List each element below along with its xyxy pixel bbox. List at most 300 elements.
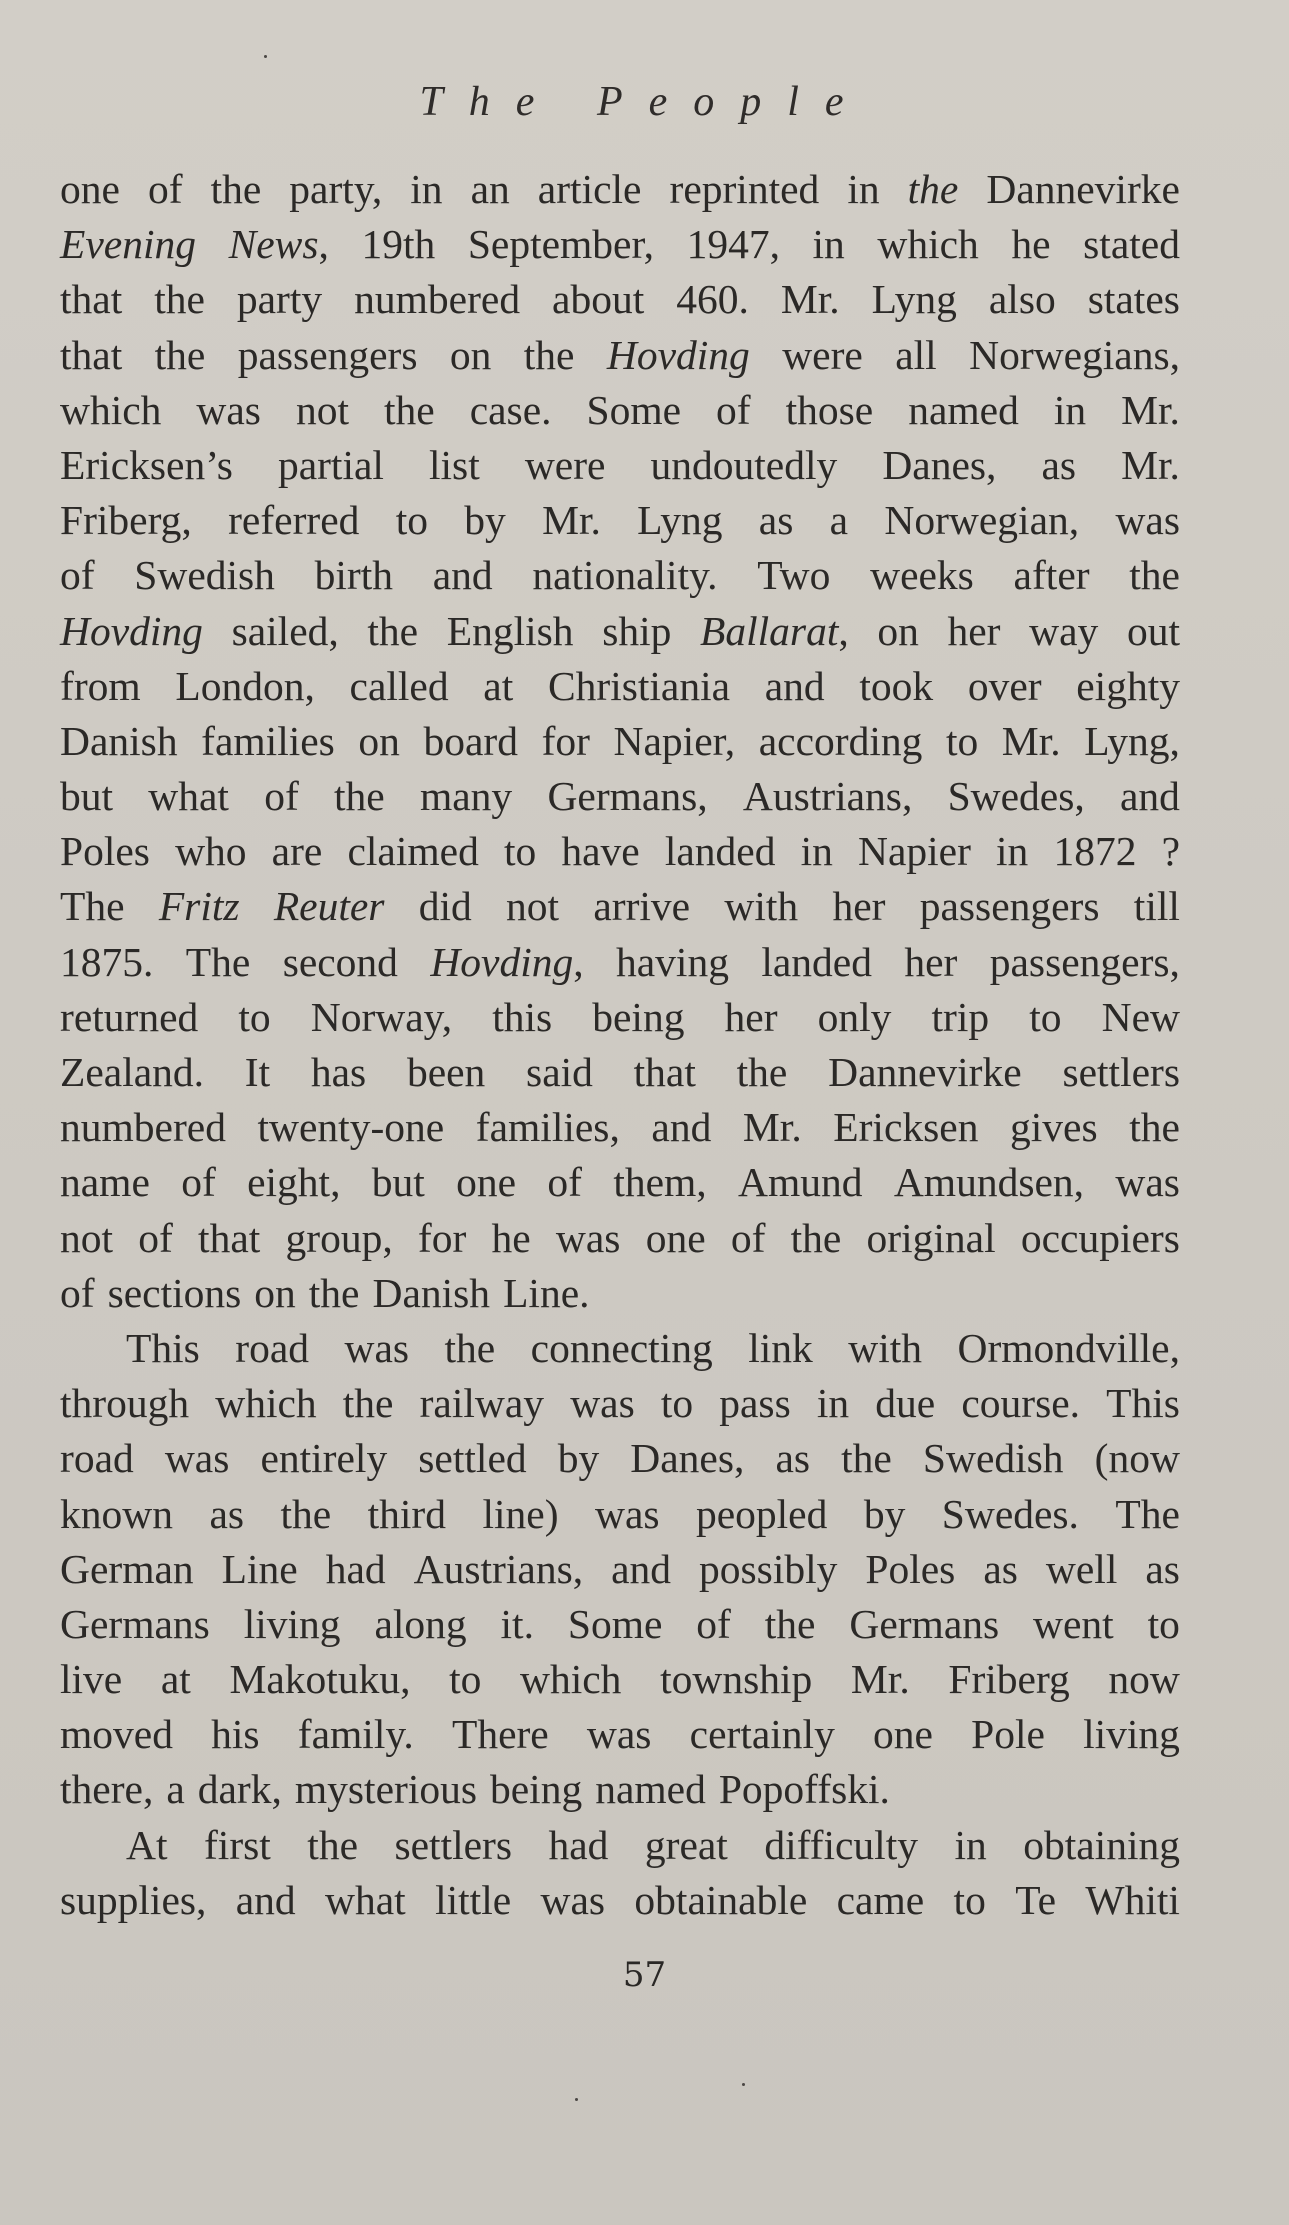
text-line [60,659,1180,714]
word: Napier, [613,717,736,764]
text-line [60,935,1180,990]
word: the [342,1380,394,1427]
word: Makotuku, [229,1656,411,1703]
word: sailed, [231,607,339,654]
word: Mr. [542,497,601,544]
word: he [491,1214,531,1261]
punctuation: , [838,607,849,654]
word: by [557,1435,600,1482]
word: undoutedly [650,441,838,488]
word: Fritz [158,883,240,930]
word: being [592,993,685,1040]
word: having [616,938,729,985]
word: entirely [260,1435,388,1482]
word: named [908,386,1019,433]
word: of [60,1269,95,1316]
word: This [126,1324,200,1371]
word: Poles [60,828,150,875]
word: as [775,1435,811,1482]
word: the [210,166,262,212]
word: railway [419,1380,545,1427]
word: dark, [197,1766,282,1813]
word: line) [482,1490,559,1537]
paper-speck [264,55,267,58]
word: September, [467,221,654,268]
word: on [254,1269,296,1316]
word: eighty [1076,662,1180,709]
word: to [945,717,979,764]
word: Hovding [606,331,750,378]
word: the [280,1490,332,1537]
word: in [812,221,845,268]
text-line [60,1542,1180,1597]
paper-speck [575,2098,578,2101]
word: of [730,1214,766,1261]
word: till [1133,883,1180,930]
word: has [310,1049,367,1095]
word: of [138,1214,173,1261]
text-line [60,1321,1180,1376]
word: trip [931,993,990,1040]
word: Mr. [1001,717,1061,764]
word: her [904,938,958,985]
word: to [238,993,271,1040]
word: live [60,1656,123,1703]
word: at [483,662,514,709]
word: according [758,717,923,764]
word: partial [277,441,384,488]
word: 1875. [60,938,154,985]
word: and [764,662,825,709]
word: out [1126,607,1180,654]
word: stated [1083,221,1180,268]
word: supplies, [60,1876,207,1923]
word: the [307,1821,358,1868]
word: was [164,1435,230,1482]
word: to [1147,1600,1180,1647]
text-line [60,383,1180,438]
word: Friberg [948,1656,1070,1703]
word: the [444,1324,496,1371]
word: of [181,1159,216,1206]
word: was [586,1711,652,1758]
word: Ballarat, [700,604,849,659]
word: which [60,386,162,433]
word: This [1106,1380,1180,1427]
text-line [60,1100,1180,1155]
word: pass [719,1380,791,1427]
word: as [1145,1545,1180,1592]
text-line [60,1155,1180,1210]
word: Germans [849,1600,1000,1647]
text-line [60,1818,1180,1873]
word: township [660,1656,813,1703]
word: in [954,1821,987,1868]
word: Dannevirke [986,166,1180,212]
word: Line. [503,1269,590,1316]
word: families, [475,1104,620,1151]
word: referred [228,497,360,544]
text-line [60,1376,1180,1431]
word: as [1041,441,1077,488]
word: sections [107,1269,242,1316]
word: been [406,1049,486,1095]
word: The [60,883,125,930]
word: a [829,497,849,544]
word: along [374,1600,467,1647]
word: as [209,1490,245,1537]
word: with [724,883,799,930]
word: only [817,993,892,1040]
word: reprinted [669,166,820,212]
word: by [464,497,506,544]
word: in [800,828,833,875]
word: passengers, [989,938,1180,985]
word: and [611,1545,672,1592]
page-number: 57 [622,1955,667,1995]
word: Mr. [1121,441,1180,488]
word: Swedes. [941,1490,1079,1537]
word: link [748,1324,813,1371]
word: came [836,1876,925,1923]
word: being [490,1766,583,1813]
text-line [60,1597,1180,1652]
word: families [201,717,335,764]
word: It [244,1049,271,1095]
word: and [651,1104,712,1151]
word: who [175,828,247,875]
word: to [1029,993,1062,1040]
word: eight, [247,1159,341,1206]
word: Mr. [742,1104,802,1151]
word: moved [60,1711,173,1758]
word: the [764,1600,816,1647]
word: her [832,883,886,930]
word: the [790,1214,842,1261]
word: News, [229,217,329,272]
word: twenty-one [257,1104,445,1151]
word: to [503,828,537,875]
word: At [126,1821,168,1868]
word: of [147,166,183,212]
text-line [60,1873,1180,1928]
word: was [1115,1159,1180,1206]
word: landed [761,938,872,985]
word: not [506,883,560,930]
word: of [696,1600,731,1647]
word: Austrians, [742,773,913,820]
word: not [295,386,349,433]
word: one [873,1711,933,1758]
text-line [60,548,1180,603]
text-line [60,328,1180,383]
text-line [60,769,1180,824]
word: Reuter [273,883,385,930]
word: for [541,717,590,764]
word: returned [60,993,199,1040]
punctuation: , [573,938,584,985]
text-line [60,824,1180,879]
word: New [1101,993,1180,1040]
word: Christiania [547,662,731,709]
word: list [429,441,480,488]
word: Mr. [1121,386,1180,433]
body-text [60,162,1180,1928]
word: were [524,441,606,488]
text-line [60,493,1180,548]
text-line [60,272,1180,327]
word: an [470,166,510,212]
word: Danish [372,1269,491,1316]
word: Mr. [780,276,840,323]
word: in [847,166,880,212]
punctuation: , [318,221,329,268]
word: what [325,1876,406,1923]
word: Friberg, [60,497,192,544]
word: those [785,386,874,433]
text-line [60,990,1180,1045]
word: a [166,1766,185,1813]
word: Amund [738,1159,863,1206]
word: the [154,331,206,378]
word: one [456,1159,517,1206]
word: that [633,1049,696,1095]
word: weeks [870,552,974,599]
word: which [520,1656,622,1703]
word: London, [175,662,315,709]
word: road [60,1435,134,1482]
word: Danes, [630,1435,745,1482]
word: the [384,386,435,433]
word: Amundsen, [893,1159,1085,1206]
word: from [60,662,141,709]
word: this [492,993,553,1040]
word: article [537,166,642,212]
word: Poles [865,1545,956,1592]
word: called [349,662,449,709]
word: German [60,1545,194,1592]
text-line [60,1045,1180,1100]
word: Napier [857,828,971,875]
word: her [724,993,778,1040]
word: course. [961,1380,1081,1427]
word: third [367,1490,447,1537]
word: after [1013,552,1090,599]
word: on [877,607,919,654]
word: living [1083,1711,1180,1758]
word: now [1108,1656,1180,1703]
word: took [859,662,934,709]
text-line [60,438,1180,493]
word: Zealand. [60,1049,205,1095]
word: party, [289,166,383,212]
word: original [866,1214,996,1261]
word: known [60,1490,173,1537]
text-line [60,1487,1180,1542]
word: Mr. [850,1656,910,1703]
word: ship [602,607,672,654]
word: which [215,1380,317,1427]
word: difficulty [764,1821,918,1868]
text-line [60,604,1180,659]
word: of [60,552,95,599]
text-line [60,1762,1180,1817]
word: arrive [593,883,691,930]
word: well [1045,1545,1118,1592]
word: named [595,1766,706,1813]
word: group, [285,1214,393,1261]
word: Some [586,386,682,433]
word: 460. [676,276,749,323]
word: have [561,828,640,875]
word: occupiers [1020,1214,1180,1261]
word: the [907,166,959,212]
word: Swedish [134,552,275,599]
word: peopled [695,1490,828,1537]
text-line [60,162,1180,217]
word: settled [418,1435,527,1482]
word: certainly [689,1711,835,1758]
word: as [983,1545,1018,1592]
running-head: The People [419,79,870,125]
word: on [449,331,492,378]
word: Ericksen’s [60,441,233,488]
word: by [863,1490,906,1537]
text-line [60,1707,1180,1762]
paper-speck [742,2083,745,2086]
word: Dannevirke [828,1049,1022,1095]
word: living [243,1600,341,1647]
word: Danish [60,717,178,764]
word: to [953,1876,986,1923]
word: did [418,883,472,930]
word: said [526,1049,593,1095]
word: on [358,717,400,764]
word: case. [469,386,552,433]
text-line [60,1431,1180,1486]
word: as [758,497,794,544]
word: of [264,773,299,820]
word: Evening [60,221,196,268]
text-line [60,217,1180,272]
word: and [235,1876,296,1923]
word: the [841,1435,892,1482]
word: Ormondville, [957,1324,1180,1371]
word: little [435,1876,512,1923]
word: states [1087,276,1180,323]
word: are [271,828,323,875]
word: mysterious [294,1766,478,1813]
word: one [60,166,120,212]
word: her [947,607,1001,654]
word: had [325,1545,386,1592]
word: party [236,276,323,323]
word: them, [613,1159,707,1206]
word: one [645,1214,706,1261]
word: had [548,1821,609,1868]
word: to [395,497,428,544]
word: Te [1015,1876,1057,1923]
word: nationality. [532,552,718,599]
word: landed [664,828,776,875]
word: Norwegian, [884,497,1080,544]
word: with [848,1324,923,1371]
word: many [419,773,513,820]
word: there, [60,1766,154,1813]
word: at [160,1656,191,1703]
word: was [344,1324,410,1371]
word: in [816,1380,850,1427]
word: the [523,331,575,378]
word: numbered [60,1104,226,1151]
word: Popoffski. [718,1766,890,1813]
word: first [203,1821,271,1868]
word: 19th [361,221,436,268]
word: in [410,166,443,212]
word: Swedes, [947,773,1085,820]
word: it. [500,1600,534,1647]
word: 1947, [686,221,780,268]
text-line [60,714,1180,769]
word: the [736,1049,788,1095]
word: Germans, [547,773,708,820]
word: Pole [971,1711,1045,1758]
word: over [967,662,1042,709]
word: Hovding [60,607,203,654]
word: in [996,828,1029,875]
word: about [552,276,645,323]
word: the [367,607,419,654]
word: family. [297,1711,414,1758]
word: Lyng [871,276,957,323]
word: in [1053,386,1087,433]
word: 1872 [1053,828,1137,875]
word: Germans [60,1600,210,1647]
word: claimed [347,828,479,875]
word: The [185,938,251,985]
word: ? [1161,828,1180,875]
word: but [371,1159,425,1206]
word: to [449,1656,482,1703]
word: that [198,1214,261,1261]
word: settlers [1062,1049,1180,1095]
text-line [60,1266,1180,1321]
text-line [60,1211,1180,1266]
word: the [1129,552,1180,599]
word: to [660,1380,694,1427]
word: went [1033,1600,1114,1647]
word: Ericksen [833,1104,979,1151]
word: that [60,331,123,378]
word: due [875,1380,936,1427]
word: and [432,552,493,599]
word: all [895,331,937,378]
word: of [547,1159,582,1206]
word: and [1120,773,1180,820]
word: Lyng [637,497,723,544]
word: passengers [237,331,418,378]
word: not [60,1214,114,1261]
word: the [1129,1104,1180,1151]
word: also [988,276,1056,323]
word: were [782,331,863,378]
word: road [235,1324,309,1371]
word: gives [1010,1104,1098,1151]
word: birth [314,552,394,599]
word: the [154,276,205,323]
word: Austrians, [413,1545,584,1592]
word: he [1011,221,1051,268]
